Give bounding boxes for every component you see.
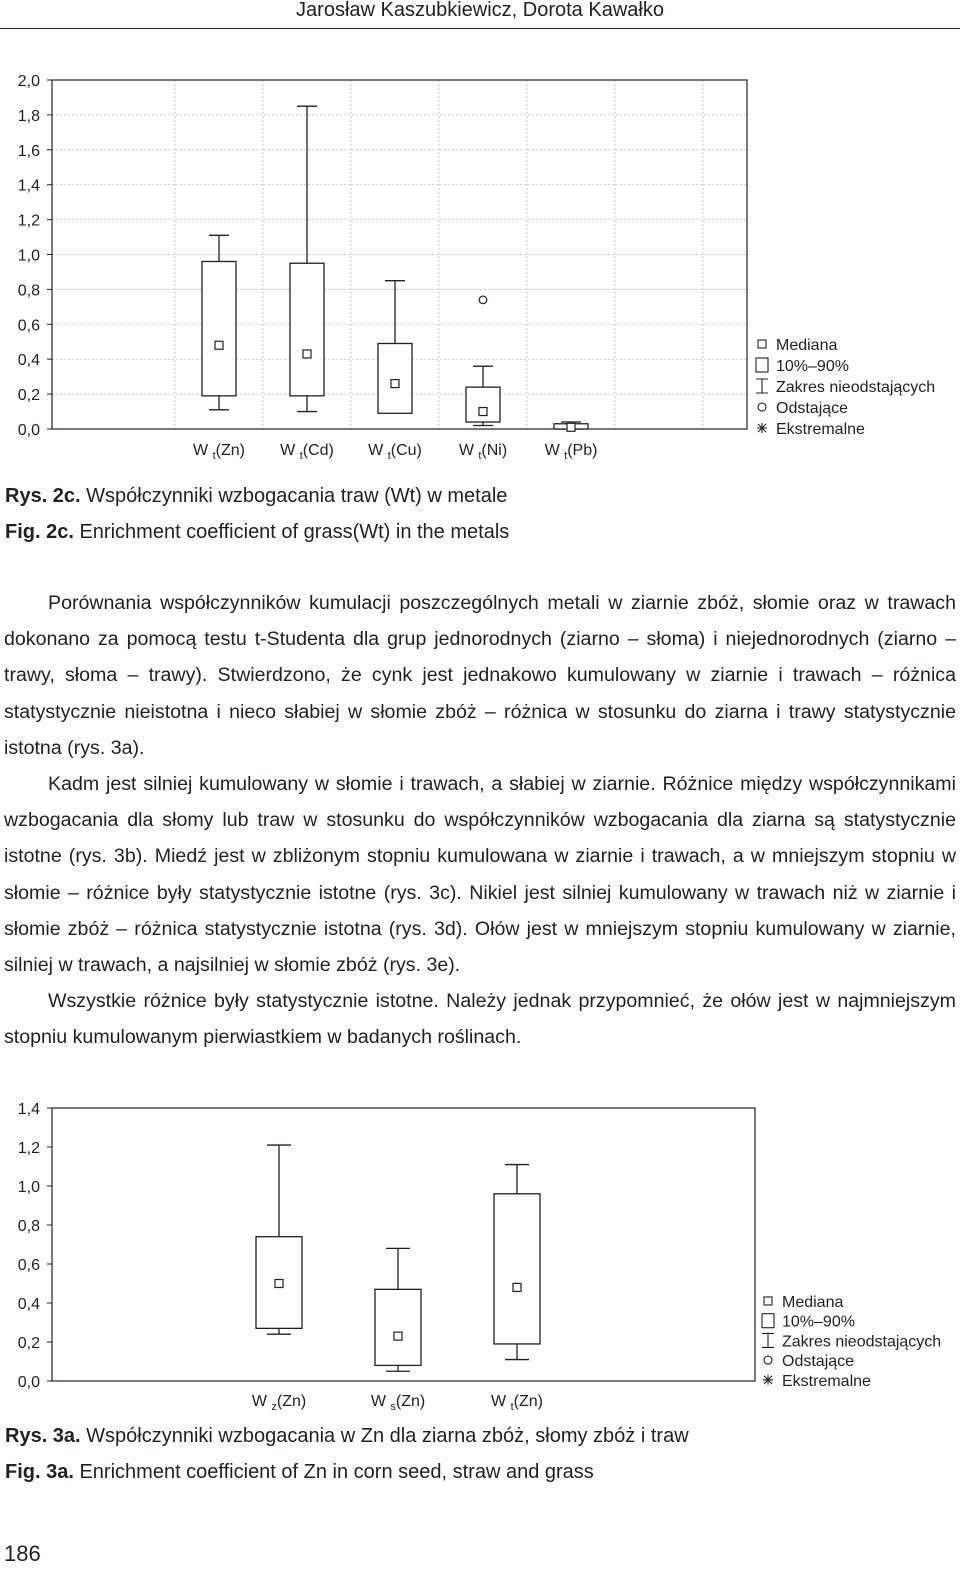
label-subscript: t [510,1401,514,1413]
median-marker [479,408,487,416]
legend [762,1294,941,1390]
legend-label: Ekstremalne [782,1372,871,1390]
caption-fig3a-pl [5,1424,689,1448]
caption-fig3a-en [5,1460,594,1484]
y-tick-label: 0,2 [17,1335,40,1352]
median-marker [391,380,399,388]
x-category-label [193,442,245,462]
x-category-label [280,442,334,462]
y-tick-label: 1,0 [17,1179,40,1196]
label-main: W [193,442,213,459]
y-tick-label: 0,2 [17,387,40,405]
label-rest: (Zn) [395,1393,426,1410]
legend-whisker-icon [756,379,768,393]
median-marker [567,423,575,431]
label-subscript: s [390,1401,396,1413]
label-rest: (Zn) [215,442,245,459]
caption-text: Enrichment coefficient of grass(Wt) in the metals [79,521,510,543]
label-rest: (Pb) [567,442,598,459]
label-main: W [370,1393,391,1410]
label-main: W [251,1393,272,1410]
legend-label: Zakres nieodstających [776,379,936,396]
box-series-0 [256,1145,302,1334]
box-series-2 [494,1165,540,1360]
y-tick-label: 0,6 [17,317,40,335]
box-series-1 [290,106,324,411]
y-tick-label: 1,2 [17,1140,40,1157]
y-tick-label: 1,4 [17,177,40,195]
paragraph: Porównania współczynników kumulacji poszczególnych metali w ziarnie zbóż, słomie oraz w trawach dokonano za pomocą testu t-Studenta dla grup jednorodnych (ziarno – słoma) i niejednorodnych (ziarno – trawy, słoma – trawy). Stwierdzono, że cynk jest jednakowo kumulowany w ziarnie i trawach – różnica statystycznie nieistotna i nieco słabiej w słomie zbóż – różnica w stosunku do ziarna i trawy statystycznie istotna (rys. 3a). [4,592,956,759]
legend-outlier-icon [764,1356,772,1364]
caption-text: Współczynniki wzbogacania traw (Wt) w metale [86,485,508,507]
label-rest: (Zn) [276,1393,307,1410]
median-marker [303,350,311,358]
y-tick-label: 0,4 [17,1296,40,1313]
legend-box-icon [756,358,768,372]
box-10-90 [290,263,324,396]
box-series-1 [375,1248,421,1371]
legend-extreme-icon [763,1375,773,1385]
chart-fig3a [0,1090,960,1420]
y-tick-label: 0,8 [17,1218,40,1235]
legend-label: Odstające [776,400,849,417]
caption-label: Rys. 3a. [5,1425,81,1447]
label-rest: (Zn) [513,1393,543,1410]
y-tick-label: 1,8 [17,107,40,125]
header-rule [0,28,960,29]
box-10-90 [375,1289,421,1365]
legend-box-icon [762,1314,774,1328]
y-tick-label: 1,2 [17,212,40,230]
x-category-label [491,1393,543,1413]
y-tick-label: 1,0 [17,247,40,265]
box-10-90 [378,343,412,413]
label-subscript: z [271,1401,277,1413]
legend-label: 10%–90% [782,1313,855,1331]
y-tick-label: 0,8 [17,282,40,300]
y-tick-label: 1,4 [17,1101,40,1118]
outlier-marker [479,296,487,304]
box-series-0 [202,235,236,410]
label-subscript: t [564,450,568,462]
body-text [4,585,956,1056]
label-main: W [458,442,479,459]
caption-label: Fig. 2c. [5,521,74,543]
caption-fig2c-pl [5,484,507,508]
legend-outlier-icon [758,403,766,411]
median-marker [275,1280,283,1288]
box-series-4 [554,422,588,431]
label-rest: (Cd) [302,442,334,459]
paragraph: Kadm jest silniej kumulowany w słomie i trawach, a słabiej w ziarnie. Różnice między współczynnikami wzbogacania dla słomy lub traw w stosunku do współczynników wzbogacania dla ziarna są statystycznie istotne (rys. 3b). Miedź jest w zbliżonym stopniu kumulowana w ziarnie i trawach, a w mniejszym stopniu w słomie – różnice były statystycznie istotne (rys. 3c). Nikiel jest silniej kumulowany w trawach niż w ziarnie i słomie zbóż – różnica statystycznie istotna (rys. 3d). Ołów jest w mniejszym stopniu kumulowany w ziarnie, silniej w trawach, a najsilniej w słomie zbóż (rys. 3e). [4,773,956,977]
box-10-90 [494,1194,540,1344]
label-subscript: t [299,450,303,462]
x-category-label [252,1393,306,1413]
legend-label: Odstające [782,1353,855,1371]
y-tick-label: 0,0 [17,1374,40,1391]
legend-label: Zakres nieodstających [782,1333,942,1351]
legend-whisker-icon [762,1333,774,1347]
box-series-3 [466,296,500,425]
label-main: W [544,442,565,459]
running-header: Jarosław Kaszubkiewicz, Dorota Kawałko [296,0,664,21]
legend-median-icon [764,1297,772,1305]
legend-label: 10%–90% [776,358,849,375]
x-category-label [368,442,422,462]
box-series-2 [378,281,412,414]
box-10-90 [466,387,500,422]
label-main: W [280,442,300,459]
y-tick-label: 0,0 [17,422,40,439]
chart-fig2c [0,60,960,470]
caption-label: Rys. 2c. [5,485,81,507]
x-category-label [459,442,507,462]
legend-label: Mediana [776,337,838,354]
median-marker [513,1283,521,1291]
y-tick-label: 1,6 [17,142,40,160]
legend-label: Ekstremalne [776,421,865,438]
label-subscript: t [478,450,482,462]
median-marker [215,341,223,349]
label-main: W [368,442,388,459]
label-rest: (Cu) [390,442,422,459]
x-category-label [371,1393,425,1413]
caption-fig2c-en [5,520,509,544]
x-category-label [545,442,598,462]
legend-label: Mediana [782,1294,844,1311]
label-subscript: t [387,450,391,462]
label-main: W [491,1393,511,1410]
y-tick-label: 2,0 [17,73,40,90]
median-marker [394,1332,402,1340]
caption-text: Współczynniki wzbogacania w Zn dla ziarna zbóż, słomy zbóż i traw [86,1425,689,1447]
label-rest: (Ni) [481,442,508,459]
box-10-90 [202,261,236,395]
caption-label: Fig. 3a. [5,1461,74,1483]
paragraph: Wszystkie różnice były statystycznie istotne. Należy jednak przypomnieć, że ołów jest w najmniejszym stopniu kumulowanym pierwiastkiem w badanych roślinach. [4,990,956,1049]
page-number: 186 [4,1541,41,1566]
y-tick-label: 0,6 [17,1257,40,1274]
caption-text: Enrichment coefficient of Zn in corn seed, straw and grass [79,1461,594,1483]
y-tick-label: 0,4 [17,352,40,370]
legend-extreme-icon [757,423,767,433]
legend [756,337,935,438]
label-subscript: t [212,450,216,462]
legend-median-icon [758,340,766,348]
